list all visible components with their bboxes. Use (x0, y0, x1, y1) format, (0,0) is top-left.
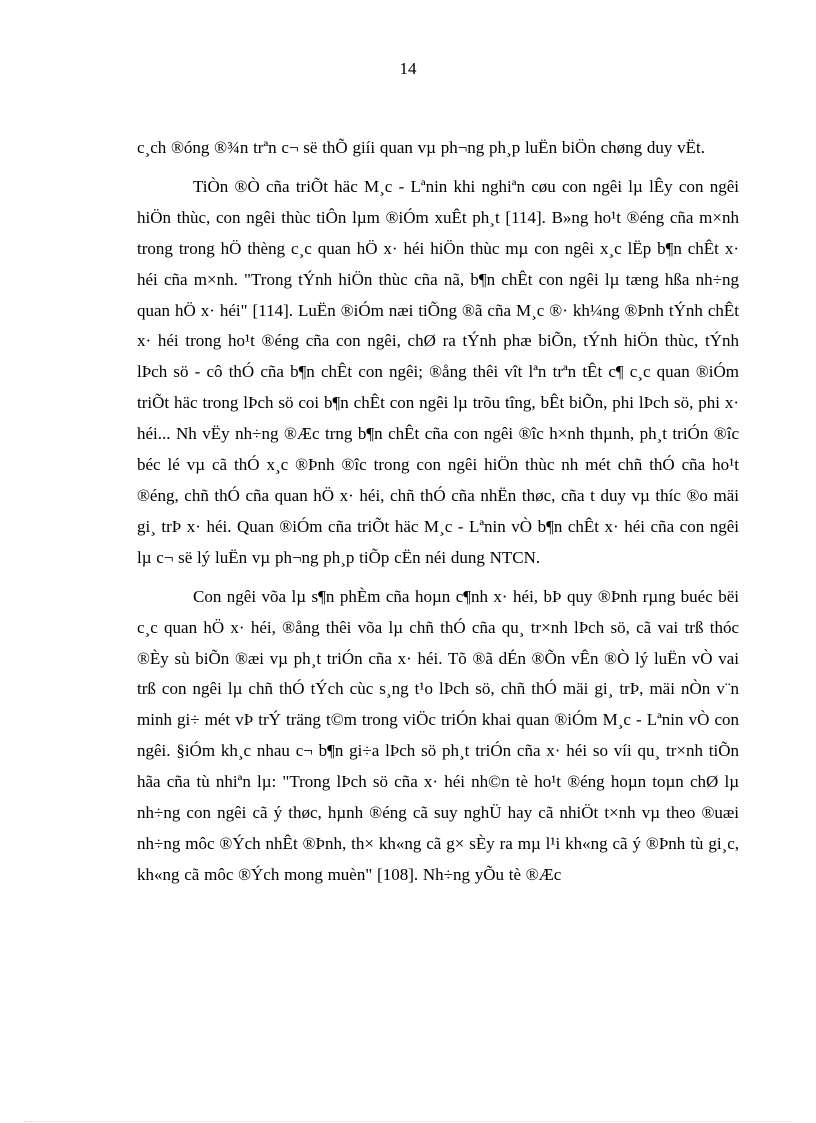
page-number: 14 (399, 59, 417, 78)
body-text (137, 133, 739, 899)
paragraph-continuation: c¸ch ®óng ®¾n trªn c¬ së thÕ giíi quan vµ ph¬ng ph¸p luËn biÖn chøng duy vËt. (137, 138, 705, 157)
paragraph-human-subject: Con ngêi võa lµ s¶n phÈm cña hoµn c¶nh x· héi, bÞ quy ®Þnh rµng buéc bëi c¸c quan hÖ x· héi, ®ång thêi võa lµ chñ thÓ cña qu¸ tr×nh lÞch sö, cã vai trß thóc ®Èy sù biÕn ®æi vµ ph¸t triÓn cña x· héi. Tõ ®ã dÉn ®Õn vÊn ®Ò lý luËn vÒ vai trß con ngêi lµ chñ thÓ tÝch cùc s¸ng t¹o lÞch sö, chñ thÓ mäi gi¸ trÞ, mäi nÒn v¨n minh gi÷ mét vÞ trÝ träng t©m trong viÖc triÓn khai quan ®iÓm M¸c - Lªnin vÒ con ngêi. §iÓm kh¸c nhau c¬ b¶n gi÷a lÞch sö ph¸t triÓn cña x· héi so víi qu¸ tr×nh tiÕn hãa cña tù nhiªn lµ: "Trong lÞch sö cña x· héi nh©n tè ho¹t ®éng hoµn toµn chØ lµ nh÷ng con ngêi cã ý thøc, hµnh ®éng cã suy nghÜ hay cã nhiÖt t×nh vµ theo ®uæi nh÷ng môc ®Ých nhÊt ®Þnh, th× kh«ng cã g× sÈy ra mµ l¹i kh«ng cã ý ®Þnh tù gi¸c, kh«ng cã môc ®Ých mong muèn" [108]. Nh÷ng yÕu tè ®Æc (137, 586, 739, 884)
paragraph-human-essence: TiÒn ®Ò cña triÕt häc M¸c - Lªnin khi nghiªn cøu con ngêi lµ lÊy con ngêi hiÖn thùc, con ngêi thùc tiÔn lµm ®iÓm xuÊt ph¸t [114]. B»ng ho¹t ®éng cña m×nh trong trong hÖ thèng c¸c quan hÖ x· héi hiÖn thùc mµ con ngêi x¸c lËp b¶n chÊt x· héi cña m×nh. "Trong tÝnh hiÖn thùc cña nã, b¶n chÊt con ngêi lµ tæng hßa nh÷ng quan hÖ x· héi" [114]. LuËn ®iÓm næi tiÕng ®ã cña M¸c ®· kh¼ng ®Þnh tÝnh chÊt x· héi trong ho¹t ®éng cña con ngêi, chØ ra tÝnh phæ biÕn, tÝnh hiÖn thùc, tÝnh lÞch sö - cô thÓ cña b¶n chÊt con ngêi; ®ång thêi vît lªn trªn tÊt c¶ c¸c quan ®iÓm triÕt häc trong lÞch sö coi b¶n chÊt con ngêi lµ trõu tîng, bÊt biÕn, phi lÞch sö, phi x· héi... Nh vËy nh÷ng ®Æc trng b¶n chÊt cña con ngêi ®îc h×nh thµnh, ph¸t triÓn ®îc béc lé vµ cã thÓ x¸c ®Þnh ®îc trong con ngêi hiÖn thùc nh mét chñ thÓ cña ho¹t ®éng, chñ thÓ cña quan hÖ x· héi, chñ thÓ cña nhËn thøc, cña t duy vµ thíc ®o mäi gi¸ trÞ x· héi. Quan ®iÓm cña triÕt häc M¸c - Lªnin vÒ b¶n chÊt x· héi cña con ngêi lµ c¬ së lý luËn vµ ph¬ng ph¸p tiÕp cËn néi dung NTCN. (137, 176, 739, 567)
page-bottom-border (24, 1121, 792, 1122)
